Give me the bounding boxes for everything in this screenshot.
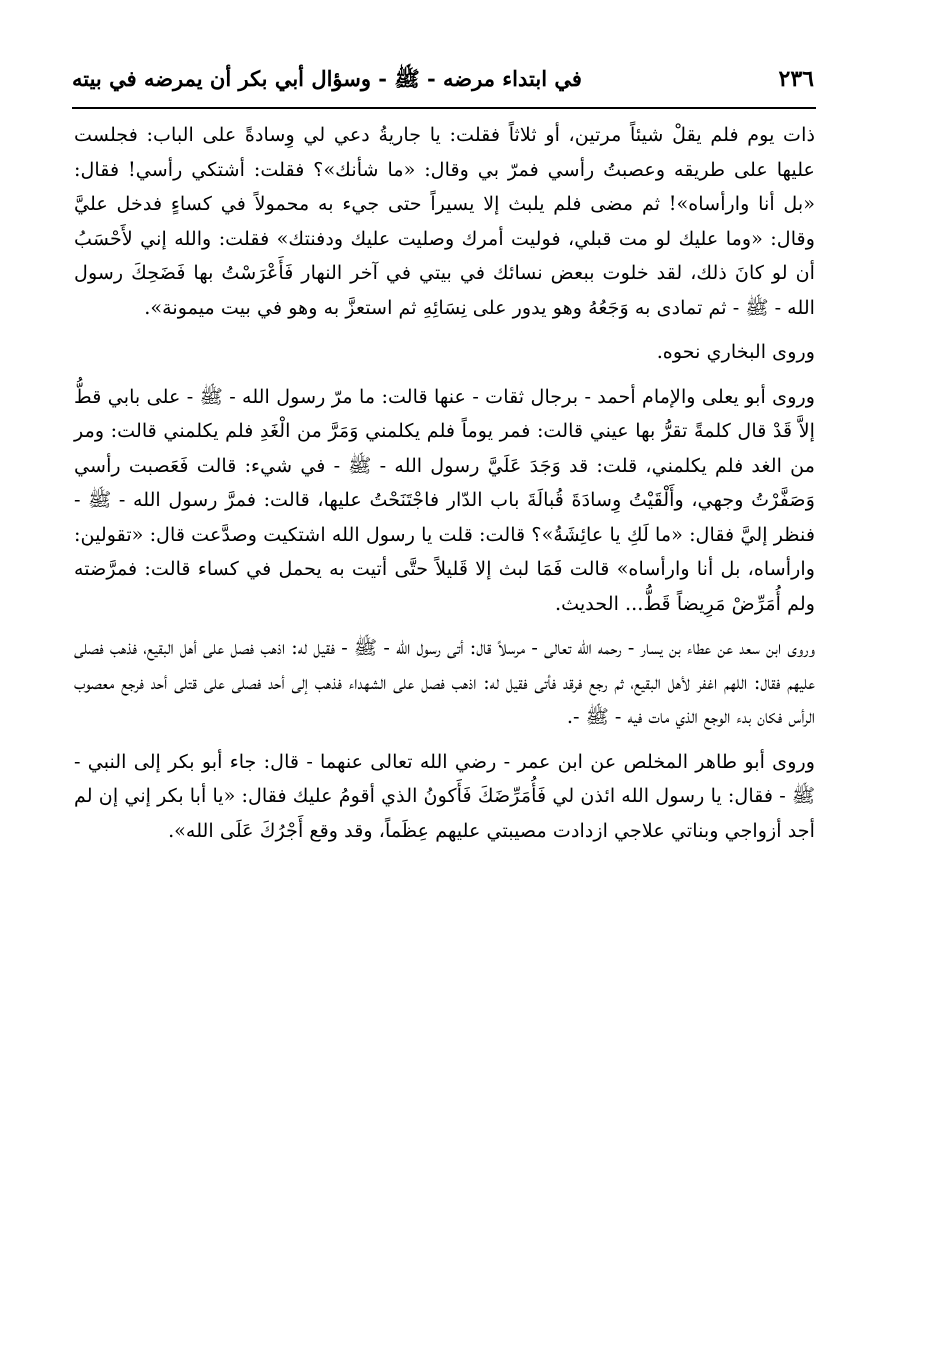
page-number: ٢٣٦	[778, 66, 814, 92]
running-title: في ابتداء مرضه - ﷺ - وسؤال أبي بكر أن يمرضه في بيته	[72, 66, 582, 91]
header-rule	[72, 107, 816, 109]
paragraph: وروى أبو يعلى والإمام أحمد - برجال ثقات - عنها قالت: ما مرّ رسول الله - ﷺ - على بابي قطُّ إلاَّ قَدْ قال كلمةً تقرُّ بها عيني قالت: فمر يوماً فلم يكلمني وَمَرَّ من الْغَدِ فلم يكلمني قالت: ومر من الغد فلم يكلمني، قلت: قد وَجَدَ عَلَيَّ رسول الله - ﷺ - في شيء: قالت فَعَصبت رأسي وَصَفَّرْتُ وجهي، وأَلْقَيْتُ وِسادَةَ قُبالَةَ باب الدّار فاجْتَنَحْتُ عليها، قالت: فمرَّ رسول الله - ﷺ - فنظر إليَّ فقال: «ما لَكِ يا عائِشَةُ»؟ قالت: قلت يا رسول الله اشتكيت وصدَّعت قال: «تقولين: وارأساه، بل أنا وارأساه» قالت فَمَا لبث إلا قَليلاً حتَّى أتيت به يحمل في كساء قالت: فمرَّضته ولم أُمَرِّضْ مَرِيضاً قَطُّ... الحديث.	[74, 384, 815, 615]
paragraph: وروى أبو طاهر المخلص عن ابن عمر - رضي الله تعالى عنهما - قال: جاء أبو بكر إلى النبي - ﷺ - فقال: يا رسول الله ائذن لي فَأُمَرِّضَكَ فَأَكونُ الذي أقومُ عليك فقال: «يا أبا بكر إني إن لم أجد أزواجي وبناتي علاجي ازدادت مصيبتي عليهم عِظَماً، وقد وقع أَجْرُكَ عَلَى الله».	[74, 749, 815, 842]
running-header	[72, 60, 814, 106]
paragraph: وروى ابن سعد عن عطاء بن يسار - رحمه الله تعالى - مرسلاً قال: أتى رسول الله - ﷺ - فقيل له: اذهب فصل على أهل البقيع، فذهب فصلى عليهم فقال: اللهم اغفر لأهل البقيع، ثم رجع فرقد فأتى فقيل له: اذهب فصل على الشهداء فذهب إلى أحد فصلى على قتلى أحد فرجع معصوب الرأس فكان بدء الوجع الذي مات فيه - ﷺ -.	[74, 636, 815, 728]
page-body	[74, 118, 815, 848]
paragraph: ذات يوم فلم يقلْ شيئاً مرتين، أو ثلاثاً فقلت: يا جاريةُ دعي لي وِسادةً على الباب: فجلست عليها على طريقه وعصبتُ رأسي فمرّ بي وقال: «ما شأنك»؟ فقلت: أشتكي رأسي! فقال: «بل أنا وارأساه»! ثم مضى فلم يلبث إلا يسيراً حتى جيء به محمولاً في كساءٍ فدخل عليَّ وقال: «وما عليك لو مت قبلي، فوليت أمرك وصليت عليك ودفنتك» فقلت: والله إني لأَحْسَبُ أن لو كانَ ذلك، لقد خلوت ببعض نسائك في بيتي في آخر النهار فَأَعْرَسْتُ بها فَضَحِكَ رسول الله - ﷺ - ثم تمادى به وَجَعُهُ وهو يدور على نِسَائِهِ ثم استعزَّ به وهو في بيت ميمونة».	[74, 123, 815, 319]
paragraph: وروى البخاري نحوه.	[656, 340, 815, 363]
